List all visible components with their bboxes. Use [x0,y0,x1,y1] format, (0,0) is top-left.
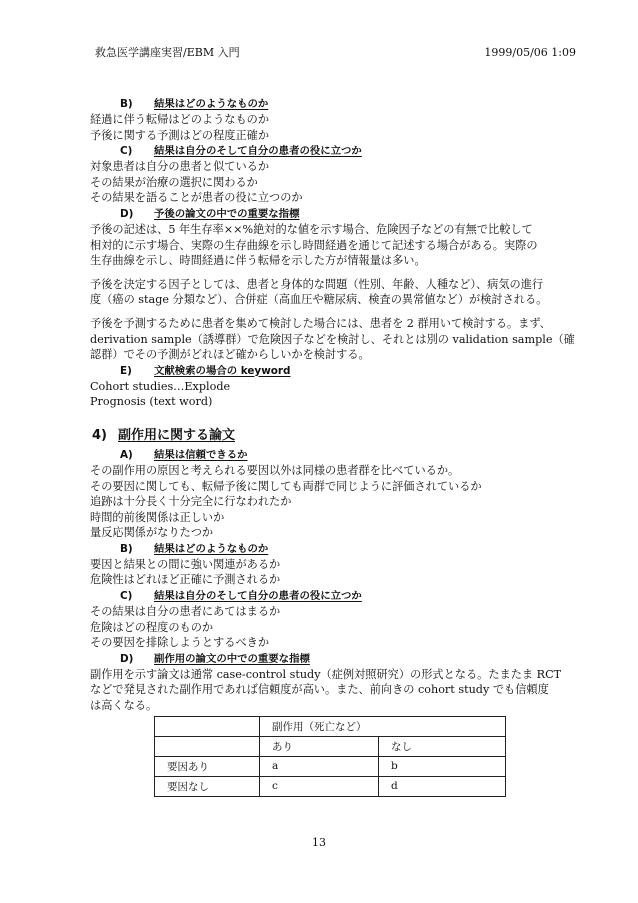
two-by-two-table [154,716,506,797]
body-line: 対象患者は自分の患者と似ているか [90,160,270,174]
body-line: 経過に伴う転帰はどのようなものか [90,113,270,126]
body-line: 予後を決定する因子としては、患者と身体的な問題（性別、年齢、人種など）、病気の進行 [90,277,544,291]
body-line: 相対的に示す場合、実際の生存曲線を示し時間経過を通じて記述する場合がある。実際の [90,238,538,252]
body-line: その副作用の原因と考えられる要因以外は同様の患者群を比べているか。 [90,463,460,477]
subheading-prognosis-d: D) 予後の論文の中での重要な指標 [120,207,300,220]
body-line: その結果は自分の患者にあてはまるか [90,605,281,619]
body-line: その結果を語ることが患者の役に立つのか [90,191,303,205]
body-line: 追跡は十分長く十分完全に行なわれたか [90,495,292,509]
body-line: その要因を排除しようとするべきか [90,636,270,650]
table-row-label: 要因あり [155,756,260,776]
body-line: などで発見された副作用であれば信頼度が高い。また、前向きの cohort study でも信頼度 [90,683,549,697]
table-header-yes: あり [260,736,379,756]
table-cell: d [379,776,506,796]
body-line: 予後に関する予測はどの程度正確か [90,128,270,142]
table-header-row [155,736,506,756]
table-header-row [155,716,506,736]
body-line: 予後の記述は、5 年生存率××%絶対的な値を示す場合、危険因子などの有無で比較して [90,222,533,236]
table-cell: a [260,756,379,776]
body-line: Cohort studies…Explode [90,379,231,393]
subheading-side-d: D) 副作用の論文の中での重要な指標 [120,652,310,665]
section-heading-side-effects: 4) 副作用に関する論文 [92,427,236,443]
table-header-outcome: 副作用（死亡など） [260,716,506,736]
subheading-prognosis-e: E) 文献検索の場合の keyword [120,364,291,377]
subheading-side-c: C) 結果は自分のそして自分の患者の役に立つか [120,590,362,603]
subheading-side-a: A) 結果は信頼できるか [120,448,248,461]
table-cell-empty [155,736,260,756]
table-cell: b [379,756,506,776]
body-line: derivation sample（誘導群）で危険因子などを検討し、それとは別の validation sample（確 [90,332,575,346]
body-line: 量反応関係がなりたつか [90,526,214,540]
body-line: 副作用を示す論文は通常 case-control study（症例対照研究）の形式となる。たまたま RCT [90,667,562,681]
header-date: 1999/05/06 1:09 [484,46,576,59]
body-line: 危険性はどれほど正確に予測されるか [90,573,281,587]
table-row [155,776,506,796]
table-cell-empty [155,716,260,736]
table-cell: c [260,776,379,796]
header-left: 救急医学講座実習/EBM 入門 [95,46,240,59]
table-row [155,756,506,776]
body-line: 危険はどの程度のものか [90,620,214,634]
subheading-side-b: B) 結果はどのようなものか [120,542,269,555]
body-line: は高くなる。 [90,699,158,713]
body-line: 時間的前後関係は正しいか [90,510,225,524]
body-line: 生存曲線を示し、時間経過に伴う転帰を示した方が情報量は多い。 [90,254,426,268]
body-line: 認群）でその予測がどれほど確からしいかを検討する。 [90,348,370,362]
document-body [90,96,575,797]
body-line: その結果が治療の選択に関わるか [90,175,258,189]
body-line: その要因に関しても、転帰予後に関しても両群で同じように評価されているか [90,479,482,493]
page-number: 13 [312,836,326,849]
body-line: Prognosis (text word) [90,395,213,409]
body-line: 度（癌の stage 分類など）、合併症（高血圧や糖尿病、検査の異常値など）が検討される。 [90,293,548,307]
table-row-label: 要因なし [155,776,260,796]
body-line: 予後を予測するために患者を集めて検討した場合には、患者を 2 群用いて検討する。まず、 [90,316,551,330]
table-header-no: なし [379,736,506,756]
subheading-prognosis-b: B) 結果はどのようなものか [120,98,269,110]
body-line: 要因と結果との間に強い関連があるか [90,557,281,571]
subheading-prognosis-c: C) 結果は自分のそして自分の患者の役に立つか [120,145,362,158]
